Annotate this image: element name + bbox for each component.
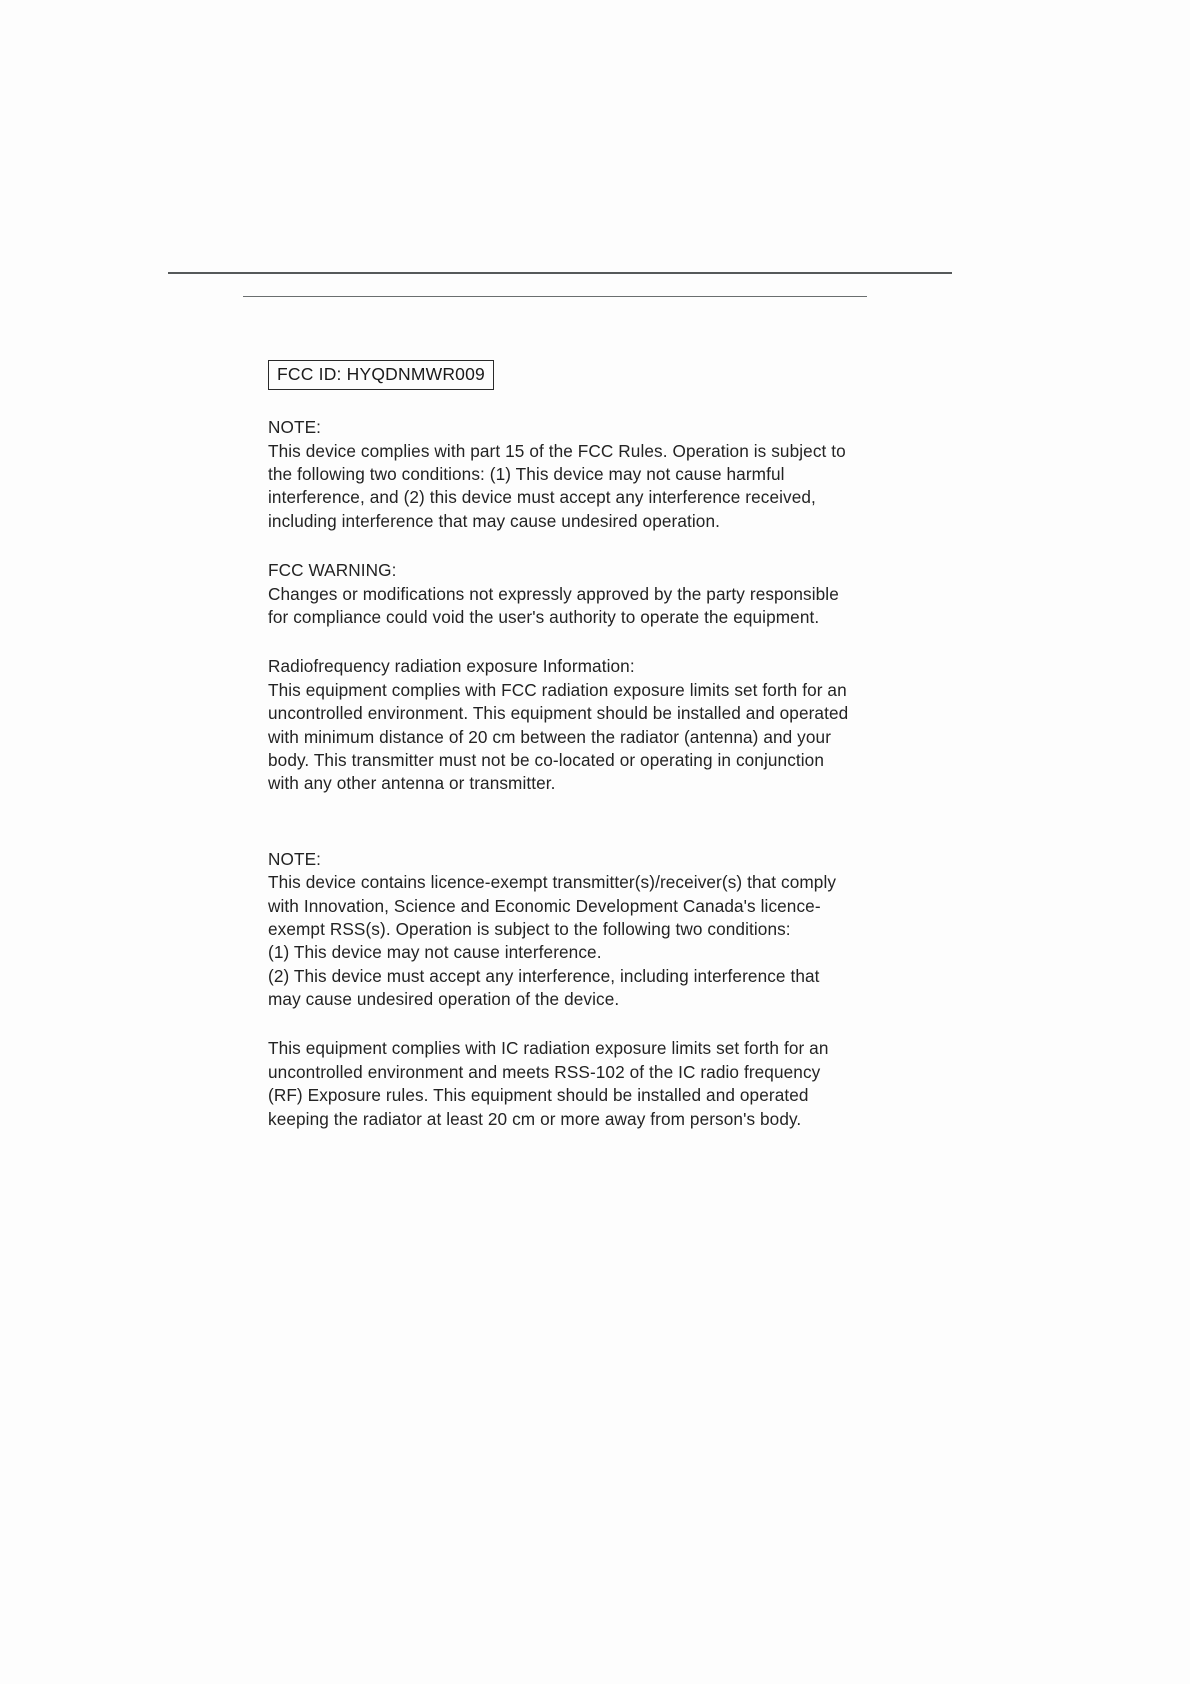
header-rule-secondary — [243, 296, 867, 297]
section-rf-exposure — [268, 655, 853, 795]
fcc-note-heading: NOTE: — [268, 417, 322, 438]
rf-exposure-heading: Radiofrequency radiation exposure Information: — [268, 656, 635, 677]
fcc-warning-paragraph: Changes or modifications not expressly approved by the party responsible for compliance could void the user's authority to operate the equipment. — [268, 583, 839, 627]
section-spacer — [268, 796, 868, 848]
ised-condition-one: (1) This device may not cause interference. — [268, 942, 602, 963]
ised-condition-two: (2) This device must accept any interference, including interference that may cause undesired operation of the device. — [268, 965, 820, 1010]
fcc-warning-heading: FCC WARNING: — [268, 560, 397, 581]
header-rule-primary — [168, 272, 952, 274]
section-fcc-note — [268, 416, 853, 533]
section-ised-note — [268, 848, 853, 1012]
section-fcc-warning — [268, 559, 853, 629]
ised-note-paragraph: This device contains licence-exempt transmitter(s)/receiver(s) that comply with Innovation, Science and Economic Development Canada's licence-exempt RSS(s). Operation is subject to the following two conditions: — [268, 872, 837, 939]
fcc-note-paragraph: This device complies with part 15 of the FCC Rules. Operation is subject to the following two conditions: (1) This device may not cause harmful interference, and (2) this device must accept any interference received, including interference that may cause undesired operation. — [268, 440, 846, 531]
rf-exposure-paragraph: This equipment complies with FCC radiation exposure limits set forth for an uncontrolled environment. This equipment should be installed and operated with minimum distance of 20 cm between the radiator (antenna) and your body. This transmitter must not be co-located or operating in conjunction with any other antenna or transmitter. — [268, 679, 849, 794]
fcc-id-box: FCC ID: HYQDNMWR009 — [268, 360, 494, 390]
ised-note-heading: NOTE: — [268, 848, 322, 869]
section-ic-exposure — [268, 1037, 853, 1131]
document-content — [268, 360, 868, 1131]
ic-exposure-paragraph: This equipment complies with IC radiation exposure limits set forth for an uncontrolled environment and meets RSS-102 of the IC radio frequency (RF) Exposure rules. This equipment should be installed and operated keeping the radiator at least 20 cm or more away from person's body. — [268, 1038, 829, 1129]
